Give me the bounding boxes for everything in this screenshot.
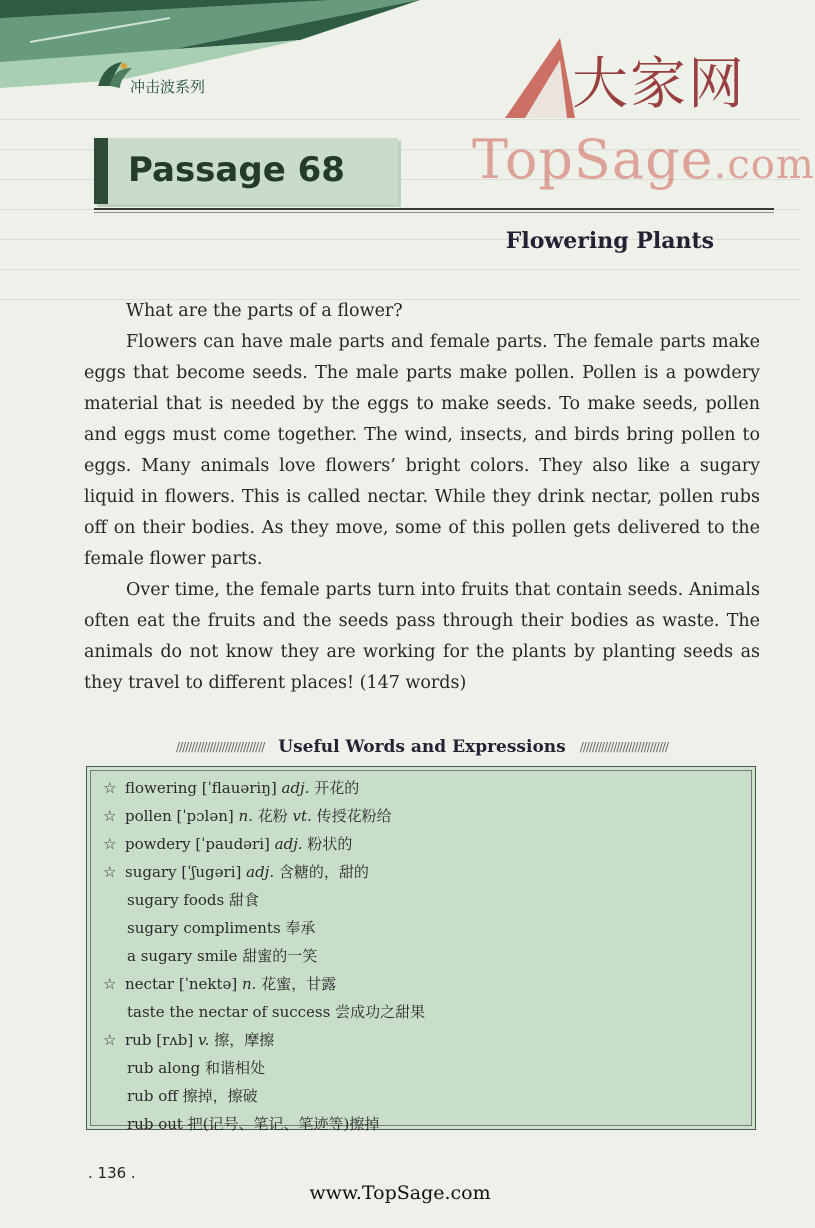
topsage-logo-chinese: 大家网 [572,52,746,117]
title-rule [94,208,774,210]
vocab-example: sugary foods 甜食 [127,891,259,909]
passage-subtitle: Flowering Plants [505,228,714,254]
series-label: 冲击波系列 [130,78,206,96]
useful-words-title: Useful Words and Expressions [278,737,566,757]
star-icon: ☆ [103,975,117,993]
vocab-entry: ☆ powdery [ˈpaudəri] adj. 粉状的 [103,830,741,858]
vocab-box-inner [90,770,752,1133]
star-icon: ☆ [103,863,117,881]
vocab-list [103,774,741,1138]
vocab-entry: ☆ nectar [ˈnektə] n. 花蜜，甘露 [103,970,741,998]
star-icon: ☆ [103,807,117,825]
title-rule-thin [94,212,774,213]
heading-slashes-right: ///////////////////////////// [579,740,668,754]
logo-triangle-icon [505,38,575,118]
vocab-example: rub off 擦掉，擦破 [127,1087,258,1105]
passage-paragraph-2: Over time, the female parts turn into fruits that contain seeds. Animals often eat the fruits and the seeds pass through their bodies as waste. The animals do not know they are working for the plants by planting seeds as they travel to different places! (147 words) [84,580,760,693]
vocab-example: sugary compliments 奉承 [127,919,316,937]
vocab-entry: ☆ sugary [ˈʃugəri] adj. 含糖的，甜的 [103,858,741,886]
passage-title: Passage 68 [128,150,345,190]
footer-url[interactable]: www.TopSage.com [309,1182,491,1204]
star-icon: ☆ [103,1031,117,1049]
vocab-example: taste the nectar of success 尝成功之甜果 [127,1003,426,1021]
vocab-example: a sugary smile 甜蜜的一笑 [127,947,318,965]
passage-question: What are the parts of a flower? [126,301,403,321]
topsage-logo-english: TopSage.com [472,128,815,191]
star-icon: ☆ [103,779,117,797]
vocab-entry: ☆ pollen [ˈpɔlən] n. 花粉 vt. 传授花粉给 [103,802,741,830]
passage-body [84,296,760,699]
page-number: . 136 . [88,1164,136,1182]
star-icon: ☆ [103,835,117,853]
useful-words-heading [84,735,760,759]
passage-paragraph-1: Flowers can have male parts and female parts. The female parts make eggs that become seeds. The male parts make pollen. Pollen is a powdery material that is needed by the eggs to make seeds. To make seeds, pollen and eggs must come together. The wind, insects, and birds bring pollen to eggs. Many animals love flowers’ bright colors. They also like a sugary liquid in flowers. This is called nectar. While they drink nectar, pollen rubs off on their bodies. As they move, some of this pollen gets delivered to the female flower parts. [84,332,760,569]
vocab-example: rub along 和谐相处 [127,1059,266,1077]
heading-slashes-left: ///////////////////////////// [176,740,265,754]
vocab-box [86,766,756,1133]
vocab-example: rub out 把(记号、笔记、笔迹等)擦掉 [127,1115,380,1133]
vocab-entry: ☆ flowering [ˈflauəriŋ] adj. 开花的 [103,774,741,802]
vocab-entry: ☆ rub [rʌb] v. 擦，摩擦 [103,1026,741,1054]
